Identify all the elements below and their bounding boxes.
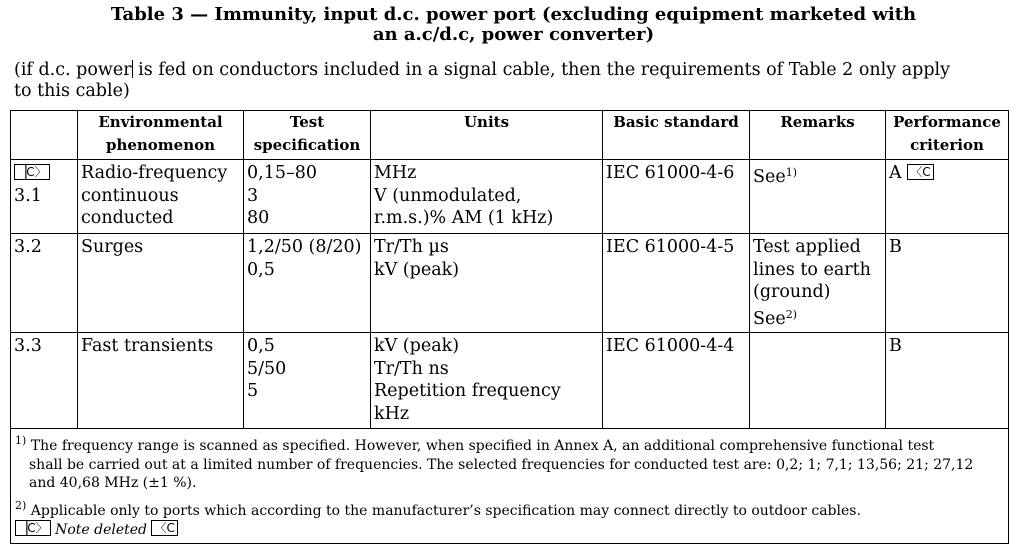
table-title-line-1: Table 3 — Immunity, input d.c. power port (excluding equipment marketed with [110, 4, 917, 25]
row-number-cell [11, 160, 78, 234]
header-test-spec [244, 111, 371, 160]
units-line: V (unmodulated, [374, 185, 522, 206]
remarks-line: lines to earth [753, 259, 871, 280]
row-number: 3.1 [14, 185, 42, 206]
phenomenon-cell [78, 160, 244, 234]
spec-line: 0,15–80 [247, 163, 317, 183]
remarks-line: See [753, 167, 786, 187]
remarks-line: See [753, 308, 786, 329]
spec-line: 0,5 [247, 259, 275, 280]
phenomenon-cell: Surges [78, 234, 244, 333]
note-deleted-text: Note deleted [55, 522, 148, 538]
intro-text-after-cursor: is fed on conductors included in a signal cable, then the requirements of Table 2 only apply [132, 60, 951, 80]
phenomenon-cell: Fast transients [78, 333, 244, 429]
units-line: kHz [374, 403, 410, 424]
units-line: Tr/Th ns [374, 358, 449, 379]
spec-line: 0,5 [247, 336, 275, 356]
test-spec-cell [244, 160, 371, 234]
spec-line: 5 [247, 381, 259, 401]
footnote-row [11, 429, 1009, 544]
header-test-spec-line-1: Test [289, 113, 325, 131]
header-criterion-line-2: criterion [910, 136, 984, 154]
immunity-table [10, 110, 1009, 544]
units-line: r.m.s.)% AM (1 kHz) [374, 208, 554, 228]
units-cell [371, 234, 603, 333]
header-test-spec-line-2: specification [253, 136, 361, 154]
change-marker-letter: C [922, 165, 931, 179]
header-number [11, 111, 78, 160]
change-marker-letter: C [27, 521, 36, 535]
footnote-ref: 2) [785, 307, 797, 321]
change-marker-letter: C [166, 521, 175, 535]
row-number-cell: 3.3 [11, 333, 78, 429]
header-phenomenon-line-1: Environmental [98, 113, 223, 131]
change-marker-open-icon: ▕C〉 [14, 164, 50, 180]
remarks-cell [750, 234, 886, 333]
change-marker-close-icon: 〈C [151, 520, 177, 536]
footnote-2 [15, 497, 1004, 521]
header-units: Units [371, 111, 603, 160]
criterion-cell: B [886, 234, 1009, 333]
footnote-2-text: Applicable only to ports which according to the manufacturer’s specification may connect directly to outdoor cables. [30, 502, 861, 519]
intro-text-before-cursor: (if d.c. power [14, 60, 132, 80]
units-cell [371, 160, 603, 234]
units-line: kV (peak) [374, 259, 460, 280]
header-row [11, 111, 1009, 160]
footnote-1-line-2: shall be carried out at a limited number of frequencies. The selected frequencies for conducted test are: 0,2; 1; 7,1; 13,56; 21; 27,12 [29, 456, 974, 473]
phenomenon-line: Radio-frequency [81, 163, 228, 183]
basic-standard-cell: IEC 61000-4-5 [603, 234, 750, 333]
change-marker-close-icon: 〈C [907, 164, 933, 180]
header-phenomenon [78, 111, 244, 160]
spec-line: 3 [247, 185, 259, 206]
header-phenomenon-line-2: phenomenon [105, 136, 216, 154]
units-cell [371, 333, 603, 429]
table-row [11, 234, 1009, 333]
units-line: MHz [374, 163, 417, 183]
table-title-line-2: an a.c/d.c, power converter) [372, 24, 655, 45]
phenomenon-line: conducted [81, 208, 174, 228]
basic-standard-cell: IEC 61000-4-4 [603, 333, 750, 429]
units-line: kV (peak) [374, 336, 460, 356]
spec-line: 5/50 [247, 358, 287, 379]
table-row [11, 333, 1009, 429]
remarks-cell [750, 333, 886, 429]
header-remarks: Remarks [750, 111, 886, 160]
note-deleted-line [15, 520, 1004, 540]
header-criterion [886, 111, 1009, 160]
remarks-cell [750, 160, 886, 234]
row-number-cell: 3.2 [11, 234, 78, 333]
criterion-cell: B [886, 333, 1009, 429]
table-title [0, 5, 1027, 45]
change-marker-letter: C [26, 165, 35, 179]
footnote-1-mark: 1) [15, 434, 27, 447]
intro-text-line-2: to this cable) [14, 81, 130, 101]
remarks-line: (ground) [753, 282, 831, 302]
footnote-1-line-1: The frequency range is scanned as specified. However, when specified in Annex A, an additional comprehensive functional test [30, 438, 935, 454]
units-line: Repetition frequency [374, 381, 561, 401]
criterion-cell [886, 160, 1009, 234]
criterion-value: A [889, 163, 902, 183]
header-basic-standard: Basic standard [603, 111, 750, 160]
basic-standard-cell: IEC 61000-4-6 [603, 160, 750, 234]
spec-line: 80 [247, 208, 270, 228]
header-criterion-line-1: Performance [893, 113, 1001, 131]
test-spec-cell [244, 234, 371, 333]
footnote-1-line-3: and 40,68 MHz (±1 %). [29, 475, 197, 491]
change-marker-open-icon: ▕C〉 [15, 520, 51, 536]
footnotes-cell [11, 429, 1009, 544]
test-spec-cell [244, 333, 371, 429]
footnote-1 [15, 432, 1004, 493]
footnote-ref: 1) [785, 166, 797, 179]
table-row [11, 160, 1009, 234]
intro-note [14, 60, 1014, 102]
remarks-line: Test applied [753, 237, 861, 257]
units-line: Tr/Th µs [374, 237, 449, 257]
spec-line: 1,2/50 (8/20) [247, 237, 362, 257]
footnote-2-mark: 2) [15, 498, 27, 512]
phenomenon-line: continuous [81, 185, 179, 206]
